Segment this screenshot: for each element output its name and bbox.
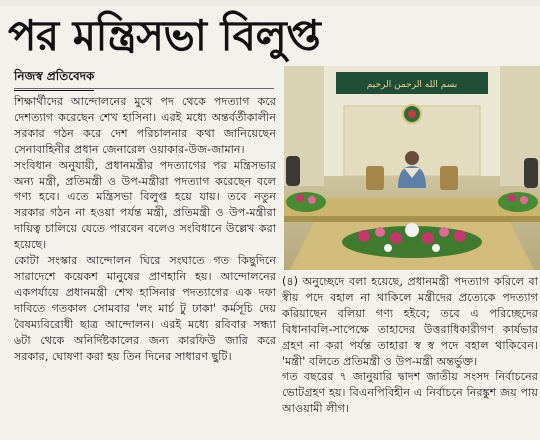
left-article-column	[14, 94, 276, 438]
headline: পর মন্ত্রিসভা বিলুপ্ত	[8, 11, 321, 60]
byline: নিজস্ব প্রতিবেদক	[14, 68, 94, 91]
right-article-column	[282, 274, 538, 440]
byline-rule	[14, 88, 274, 89]
article-paragraph-1: শিক্ষার্থীদের আন্দোলনের মুখে পদ থেকে পদত্যাগ করে দেশত্যাগ করেছেন শেখ হাসিনা। এরই মধ্যে অন্তর্বর্তীকালীন সরকার গঠন করে দেশ পরিচালনার কথা জানিয়েছেন সেনাবাহিনীর প্রধান জেনারেল ওয়াকার-উজ-জামান।	[14, 95, 276, 156]
article-paragraph-5: গত বছরের ৭ জানুয়ারি দ্বাদশ জাতীয় সংসদ নির্বাচনের ভোটগ্রহণ হয়। বিএনপিবিহীন এ নির্বাচনে নিরঙ্কুশ জয় পায় আওয়ামী লীগ।	[282, 370, 538, 416]
banner-text: بسم الله الرحمن الرحيم	[366, 80, 458, 90]
cabinet-meeting-photo	[284, 66, 540, 270]
previous-headline-strip	[0, 0, 540, 6]
article-paragraph-3: কোটা সংস্কার আন্দোলন ঘিরে সংঘাতে গত কিছুদিনে সারাদেশে কয়েকশ মানুষের প্রাণহানি হয়। আন্দোলনের একপর্যায়ে প্রধানমন্ত্রী শেখ হাসিনার পদত্যাগের এক দফা দাবিতে গতকাল সোমবার 'লং মার্চ টু ঢাকা' কর্মসূচি দেয় বৈষম্যবিরোধী ছাত্র আন্দোলন। এরই মধ্যে রবিবার সন্ধ্যা ৬টা থেকে অনির্দিষ্টকালের জন্য কারফিউ জারি করে সরকার, ঘোষণা করা হয় তিন দিনের সাধারণ ছুটি।	[14, 254, 276, 363]
cabinet-meeting-illustration	[284, 66, 540, 270]
article-paragraph-4: (৪) অনুচ্ছেদে বলা হয়েছে, প্রধানমন্ত্রী পদত্যাগ করিলে বা স্বীয় পদে বহাল না থাকিলে মন্ত্রীদের প্রত্যেকে পদত্যাগ করিয়াছেন বলিয়া গণ্য হইবে; তবে এ পরিচ্ছেদের বিধানাবলি-সাপেক্ষে তাহাদের উত্তরাধিকারীগণ কার্যভার গ্রহণ না করা পর্যন্ত তাহারা স্ব স্ব পদে বহাল থাকিবেন। 'মন্ত্রী' বলিতে প্রতিমন্ত্রী ও উপ-মন্ত্রী অন্তর্ভুক্ত।	[282, 275, 538, 368]
article-paragraph-2: সংবিধান অনুযায়ী, প্রধানমন্ত্রীর পদত্যাগের পর মন্ত্রিসভার অন্য মন্ত্রী, প্রতিমন্ত্রী ও উপ-মন্ত্রীরা পদত্যাগ করেছেন বলে গণ্য হবে। এতে মন্ত্রিসভা বিলুপ্ত হয়ে যায়। তবে নতুন সরকার গঠন না হওয়া পর্যন্ত মন্ত্রী, প্রতিমন্ত্রী ও উপ-মন্ত্রীরা দায়িত্ব চালিয়ে যেতে পারবেন বলেও সংবিধানে উল্লেখ করা হয়েছে।	[14, 158, 276, 252]
